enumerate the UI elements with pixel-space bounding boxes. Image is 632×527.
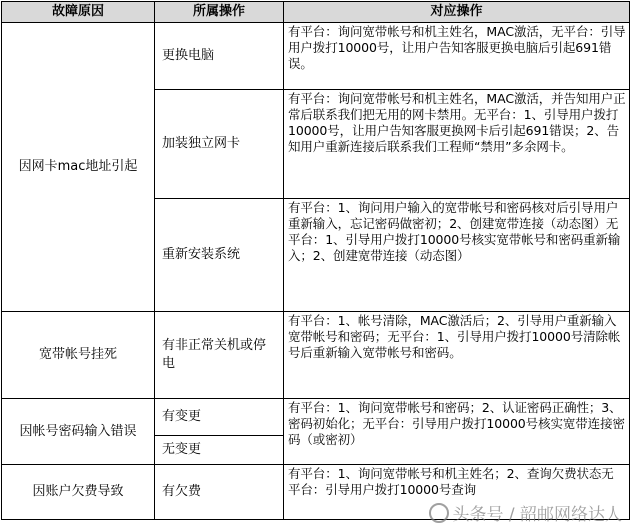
operation-cell: 加装独立网卡 (155, 90, 284, 199)
table-row (2, 399, 630, 436)
cause-cell: 因网卡mac地址引起 (2, 23, 155, 312)
table-row (2, 23, 630, 90)
operation-cell: 重新安装系统 (155, 199, 284, 312)
cause-cell: 宽带帐号挂死 (2, 312, 155, 399)
operation-cell: 有欠费 (155, 465, 284, 520)
watermark-text: 头条号 / 韶邮网络达人 (452, 505, 622, 525)
header-operation: 所属操作 (155, 2, 284, 23)
table-row (2, 465, 630, 520)
cause-cell: 因账户欠费导致 (2, 465, 155, 520)
fault-table (1, 1, 630, 520)
table-row (2, 312, 630, 399)
action-cell: 有平台：1、帐号清除，MAC激活后；2、引导用户重新输入宽带帐号和密码；无平台：1、引导用户拨打10000号清除帐号后重新输入宽带帐号和密码。 (284, 312, 630, 399)
operation-cell: 无变更 (155, 436, 284, 465)
action-cell: 有平台：1、询问宽带帐号和密码；2、认证密码正确性；3、密码初始化；无平台：引导用户拨打10000号核实宽带连接密码（或密初） (284, 399, 630, 465)
operation-cell: 更换电脑 (155, 23, 284, 90)
cause-cell: 因帐号密码输入错误 (2, 399, 155, 465)
header-row (2, 2, 630, 23)
action-cell: 有平台：1、询问用户输入的宽带帐号和密码核对后引导用户重新输入，忘记密码做密初；2、创建宽带连接（动态图）无平台：1、引导用户拨打10000号核实宽带帐号和密码重新输入；2、创建宽带连接（动态图） (284, 199, 630, 312)
operation-cell: 有非正常关机或停电 (155, 312, 284, 399)
header-cause: 故障原因 (2, 2, 155, 23)
action-cell: 有平台：1、询问宽带帐号和机主姓名；2、查询欠费状态无平台：引导用户拨打10000号查询 (284, 465, 630, 520)
operation-cell: 有变更 (155, 399, 284, 436)
header-action: 对应操作 (284, 2, 630, 23)
action-cell: 有平台：询问宽带帐号和机主姓名，MAC激活，并告知用户正常后联系我们把无用的网卡禁用。无平台：1、引导用户拨打10000号，让用户告知客服更换网卡后引起691错误；2、告知用户重新连接后联系我们工程师“禁用”多余网卡。 (284, 90, 630, 199)
action-cell: 有平台：询问宽带帐号和机主姓名，MAC激活，无平台：引导用户拨打10000号，让用户告知客服更换电脑后引起691错误。 (284, 23, 630, 90)
